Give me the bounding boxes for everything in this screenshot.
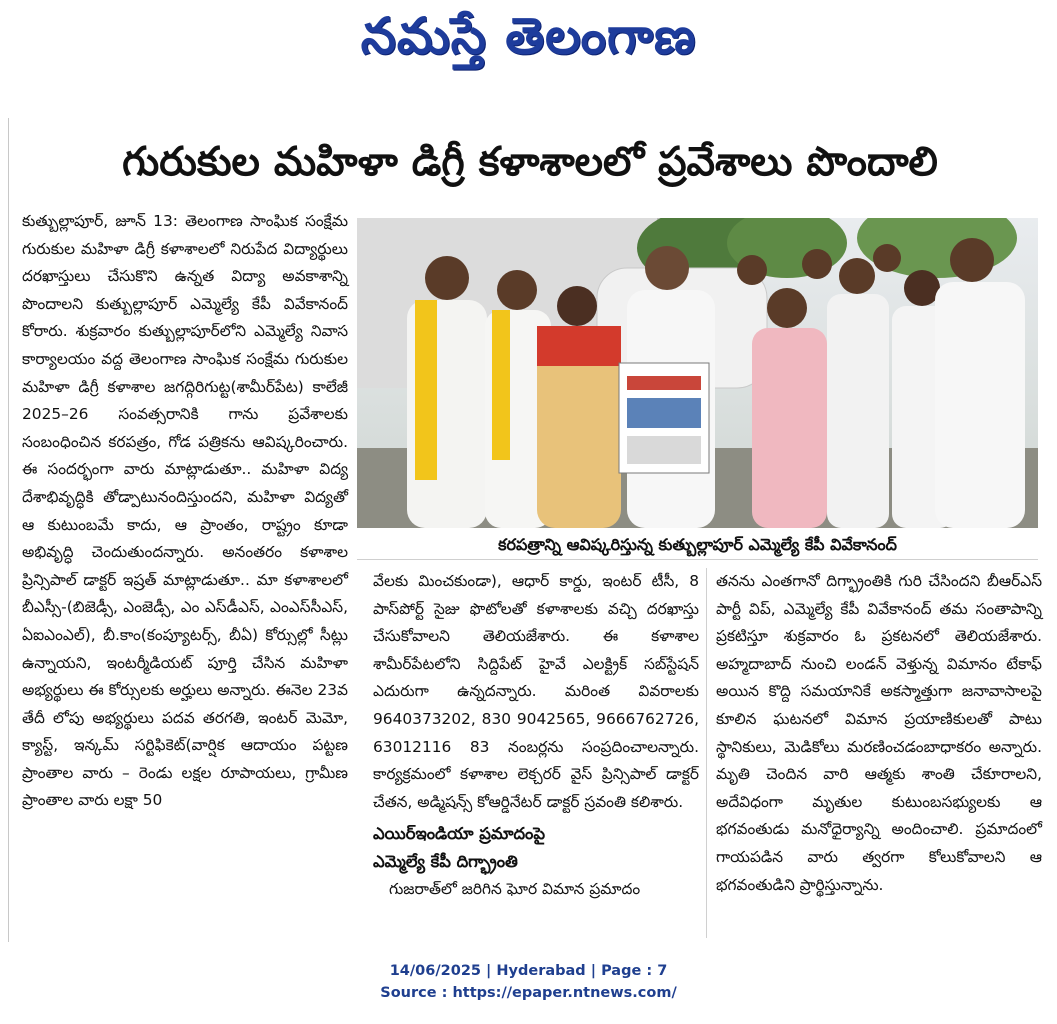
subheadline-line-1: ఎయిర్‌ఇండియా ప్రమాదంపై — [373, 824, 546, 844]
photo-illustration — [357, 218, 1038, 528]
article-column-3: తనను ఎంతగానో దిగ్భ్రాంతికి గురి చేసిందని బీఆర్ఎస్ పార్టీ విప్, ఎమ్మెల్యే కేపీ వివేకానంద్ తమ సంతాపాన్ని ప్రకటిస్తూ శుక్రవారం ఓ ప్రకటనలో తెలియజేశారు. అహ్మదాబాద్ నుంచి లండన్ వెళ్తున్న విమానం టేకాఫ్ అయిన కొద్ది సమయానికే అకస్మాత్తుగా జనావాసాలపై కూలిన ఘటనలో విమాన ప్రయాణికులతో పాటు స్థానికులు, మెడికోలు మరణించడంబాధాకరం అన్నారు. మృతి చెందిన వారి ఆత్మకు శాంతి చేకూరాలని, అదేవిధంగా మృతుల కుటుంబసభ్యులకు ఆ భగవంతుడు మనోధైర్యాన్ని అందించాలి. ప్రమాదంలో గాయపడిన వారు త్వరగా కోలుకోవాలని ఆ భగవంతుడిని ప్రార్థిస్తున్నాను. — [716, 572, 1042, 894]
masthead-title: నమస్తే తెలంగాణ — [360, 7, 697, 65]
column-divider — [706, 568, 707, 938]
article-headline: గురుకుల మహిళా డిగ్రీ కళాశాలలో ప్రవేశాలు పొందాలి — [122, 139, 938, 185]
column-2-text: వేలకు మించకుండా), ఆధార్ కార్డు, ఇంటర్ టీసీ, 8 పాస్‌పోర్ట్ సైజు ఫొటోలతో కళాశాలకు వచ్చి దరఖాస్తు చేసుకోవాలని తెలియజేశారు. ఈ కళాశాల శామీర్‌పేటలోని సిద్దిపేట్ హైవే ఎలక్ట్రిక్ సబ్‌స్టేషన్ ఎదురుగా ఉన్నదన్నారు. మరింత వివరాలకు 9640373202, 830 9042565, 9666762726, 63012116 83 నంబర్లను సంప్రదించాలన్నారు. కార్యక్రమంలో కళాశాల లెక్చరర్ వైస్ ప్రిన్సిపాల్ డాక్టర్ చేతన, అడ్మిషన్స్ కోఆర్డినేటర్ డాక్టర్ స్రవంతి కలిశారు. — [373, 572, 699, 811]
newspaper-masthead — [0, 4, 1057, 68]
column-2-tail-text: గుజరాత్‌లో జరిగిన ఘోర విమాన ప్రమాదం — [389, 879, 641, 898]
page-footer — [0, 960, 1057, 1004]
footer-date-edition: 14/06/2025 | Hyderabad | Page : 7 — [389, 963, 668, 979]
article-column-1: కుత్బుల్లాపూర్, జూన్ 13: తెలంగాణ సాంఘిక సంక్షేమ గురుకుల మహిళా డిగ్రీ కళాశాలలో నిరుపేద విద్యార్థులు దరఖాస్తులు చేసుకొని ఉన్నత విద్యా అవకాశాన్ని పొందాలని కుత్బుల్లాపూర్ ఎమ్మెల్యే కేపీ వివేకానంద్ కోరారు. శుక్రవారం కుత్బుల్లాపూర్‌లోని ఎమ్మెల్యే నివాస కార్యాలయం వద్ద తెలంగాణ సాంఘిక సంక్షేమ గురుకుల మహిళా డిగ్రీ కళాశాల జగద్గిరిగుట్ట(శామీర్‌పేట) కాలేజీ 2025–26 సంవత్సరానికి గాను ప్రవేశాలకు సంబంధించిన కరపత్రం, గోడ పత్రికను ఆవిష్కరించారు. ఈ సందర్భంగా వారు మాట్లాడుతూ.. మహిళా విద్య దేశాభివృద్ధికి తోడ్పాటునందిస్తుందని, మహిళా విద్యతో ఆ కుటుంబమే కాదు, ఆ ప్రాంతం, రాష్ట్రం కూడా అభివృద్ధి చెందుతుందన్నారు. అనంతరం కళాశాల ప్రిన్సిపాల్ డాక్టర్ ఇష్రత్ మాట్లాడుతూ.. మా కళాశాలలో బీఎస్సీ-(బిజెడ్సీ, ఎంజెడ్సీ, ఎం ఎస్‌డీఎస్, ఎంఎస్‌సీఎస్, ఏఐఎంఎల్), బీ.కాం(కంప్యూటర్స్, బీఏ) కోర్సుల్లో సీట్లు ఉన్నాయని, ఇంటర్మీడియట్ పూర్తి చేసిన మహిళా అభ్యర్థులు ఈ కోర్సులకు అర్హులు అన్నారు. ఈనెల 23వ తేదీ లోపు అభ్యర్థులు పదవ తరగతి, ఇంటర్ మెమో, క్యాస్ట్, ఇన్కమ్ సర్టిఫికెట్(వార్షిక ఆదాయం పట్టణ ప్రాంతాల వారు – రెండు లక్షల రూపాయలు, గ్రామీణ ప్రాంతాల వారు లక్షా 50 — [22, 212, 348, 810]
subheadline-line-2: ఎమ్మెల్యే కేపీ దిగ్భ్రాంతి — [373, 851, 518, 871]
photo-caption: కరపత్రాన్ని ఆవిష్కరిస్తున్న కుత్బుల్లాపూర్ ఎమ్మెల్యే కేపీ వివేకానంద్ — [357, 530, 1038, 560]
footer-source: Source : https://epaper.ntnews.com/ — [380, 985, 677, 1001]
article-photo — [357, 218, 1038, 528]
article-column-2 — [373, 568, 699, 903]
